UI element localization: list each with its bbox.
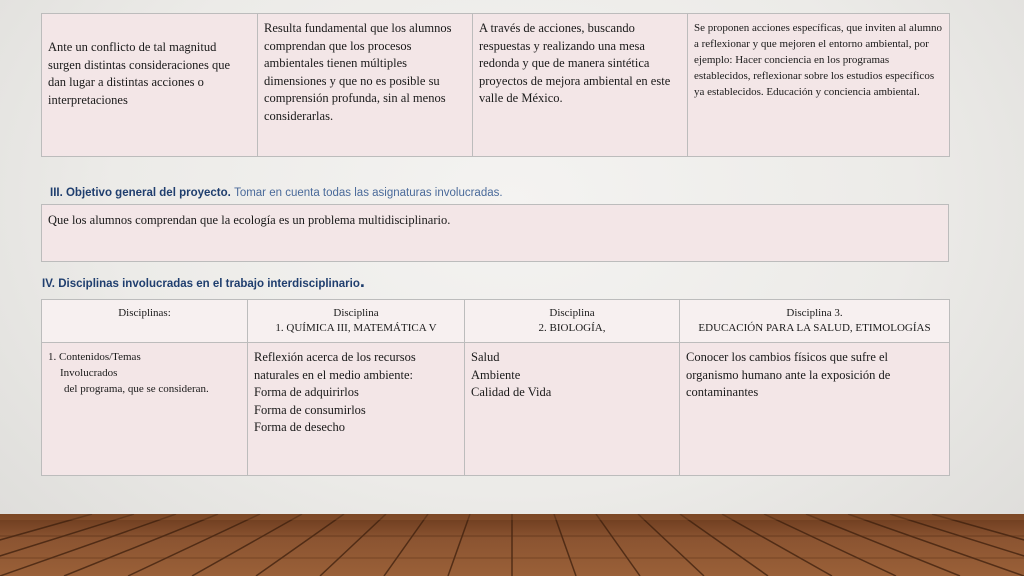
header-disciplina-1: Disciplina 1. QUÍMICA III, MATEMÁTICA V xyxy=(248,300,465,343)
header-disciplina-3: Disciplina 3. EDUCACIÓN PARA LA SALUD, ETIMOLOGÍAS xyxy=(680,300,950,343)
disciplina-3-content: Conocer los cambios físicos que sufre el organismo humano ante la exposición de contaminantes xyxy=(680,343,950,476)
header-disciplina-2: Disciplina 2. BIOLOGÍA, xyxy=(465,300,680,343)
header-disciplinas: Disciplinas: xyxy=(42,300,248,343)
wood-floor xyxy=(0,514,1024,576)
section4-title-period: . xyxy=(359,271,365,291)
top-cell-2: Resulta fundamental que los alumnos comprendan que los procesos ambientales tienen múltiples dimensiones y que no es posible su comprensión profunda, sin al menos considerarlas. xyxy=(258,14,473,157)
disciplines-table xyxy=(41,299,950,476)
section3-heading xyxy=(50,187,503,199)
disciplina-1-content: Reflexión acerca de los recursos naturales en el medio ambiente: Forma de adquirirlos Forma de consumirlos Forma de desecho xyxy=(248,343,465,476)
section4-title: IV. Disciplinas involucradas en el trabajo interdisciplinario xyxy=(42,278,360,290)
section3-title: III. Objetivo general del proyecto. xyxy=(50,187,231,199)
table-top xyxy=(41,13,950,157)
disciplines-content-row xyxy=(42,343,950,476)
disciplina-2-content: Salud Ambiente Calidad de Vida xyxy=(465,343,680,476)
objective-table xyxy=(41,204,949,262)
section4-heading xyxy=(42,271,365,291)
top-cell-1: Ante un conflicto de tal magnitud surgen distintas consideraciones que dan lugar a distintas acciones o interpretaciones xyxy=(42,14,258,157)
floor-planks xyxy=(0,514,1024,576)
top-cell-3: A través de acciones, buscando respuestas y realizando una mesa redonda y que de manera sintética proyectos de mejora ambiental en este valle de México. xyxy=(473,14,688,157)
top-cell-4: Se proponen acciones específicas, que inviten al alumno a reflexionar y que mejoren el entorno ambiental, por ejemplo: Hacer conciencia en los programas establecidos, reflexionar sobre los estudios específicos ya establecidos. Educación y conciencia ambiental. xyxy=(688,14,950,157)
section3-subtitle: Tomar en cuenta todas las asignaturas involucradas. xyxy=(234,187,503,199)
objective-text: Que los alumnos comprendan que la ecología es un problema multidisciplinario. xyxy=(42,205,949,262)
contenidos-label: 1. Contenidos/Temas Involucrados del programa, que se consideran. xyxy=(42,343,248,476)
disciplines-header-row xyxy=(42,300,950,343)
